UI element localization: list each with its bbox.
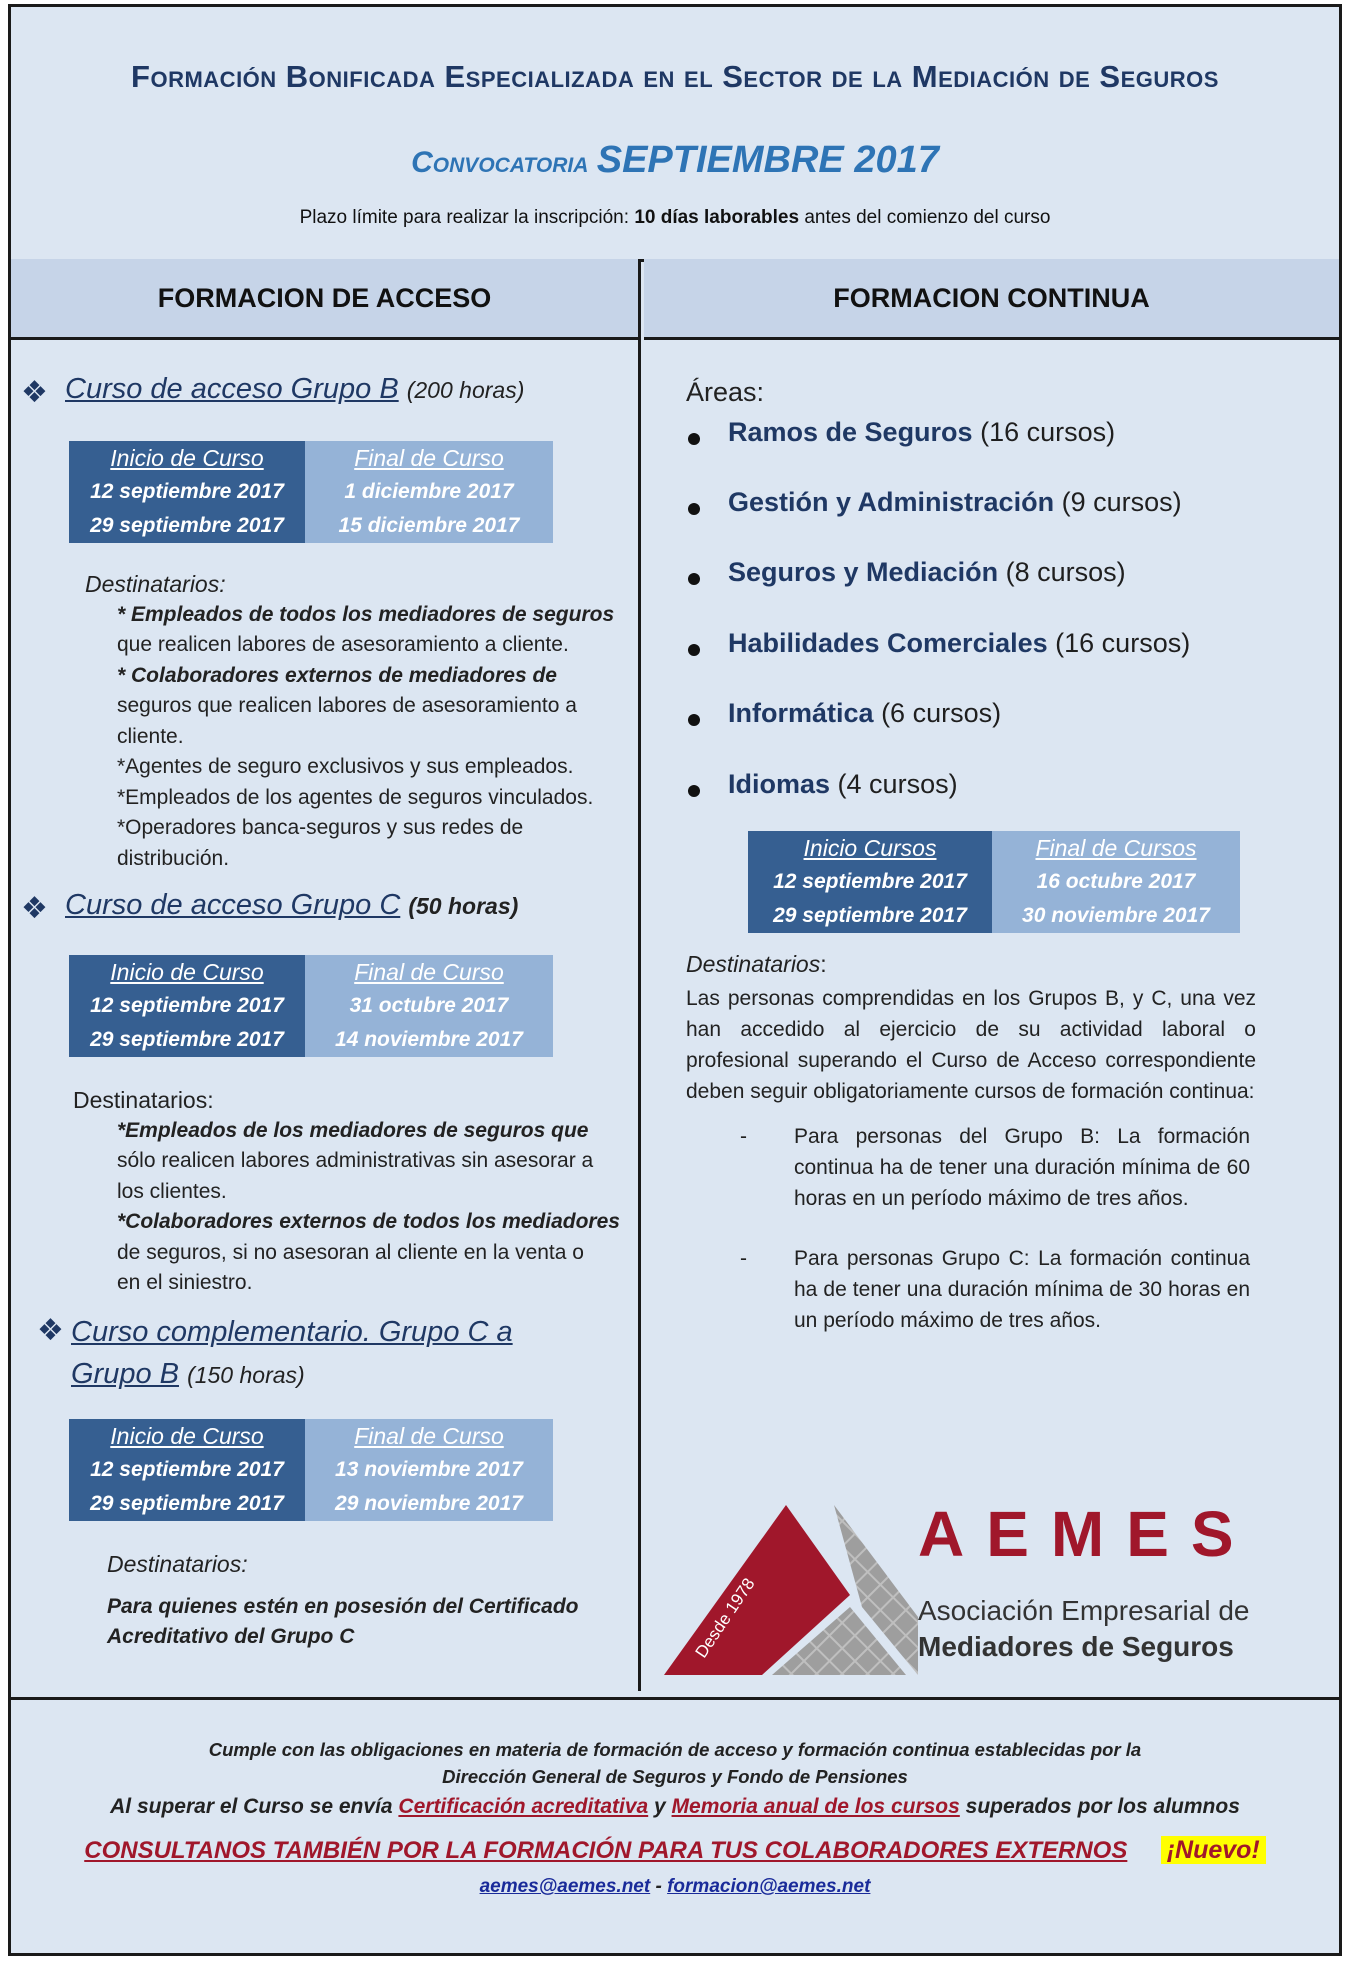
start-date: 12 septiembre 2017: [69, 1453, 305, 1487]
recipient-line: Acreditativo del Grupo C: [107, 1625, 355, 1648]
annual-report-link[interactable]: Memoria anual de los cursos: [671, 1795, 960, 1818]
course-comp-recipients: [107, 1549, 578, 1653]
area-count: (9 cursos): [1061, 487, 1182, 517]
course-c-hours: (50 horas): [408, 893, 519, 919]
bullet-icon: [688, 433, 700, 445]
area-item: [728, 628, 1190, 659]
start-date: 29 septiembre 2017: [69, 1023, 305, 1057]
course-b-name[interactable]: Curso de acceso Grupo B: [65, 373, 399, 405]
conv-date: SEPTIEMBRE 2017: [596, 139, 939, 181]
course-c-name[interactable]: Curso de acceso Grupo C: [65, 889, 401, 921]
start-header: Inicio de Curso: [69, 441, 305, 475]
area-item: [728, 417, 1115, 448]
start-date: 29 septiembre 2017: [748, 899, 992, 933]
end-date: 14 noviembre 2017: [305, 1023, 553, 1057]
course-c-recipients: [73, 1085, 620, 1299]
area-item: [728, 487, 1182, 518]
aemes-triangle-icon: [664, 1497, 924, 1677]
area-count: (6 cursos): [881, 698, 1002, 728]
course-b-recipients: [85, 569, 614, 874]
diamond-bullet-icon: ❖: [37, 1314, 64, 1347]
area-name: Idiomas: [728, 769, 831, 799]
requirement-group-c: Para personas Grupo C: La formación continua ha de tener una duración mínima de 30 horas en un período máximo de tres años.: [794, 1247, 1250, 1332]
end-date: 15 diciembre 2017: [305, 509, 553, 543]
aemes-logo: [664, 1497, 1348, 1687]
recipient-line: *Empleados de los agentes de seguros vinculados.: [117, 785, 594, 809]
end-header: Final de Curso: [305, 955, 553, 989]
deadline-note: [11, 207, 1339, 229]
recipient-line: *Agentes de seguro exclusivos y sus empleados.: [117, 755, 574, 778]
certificate-note: [11, 1795, 1339, 1819]
continuous-recipients-label: Destinatarios:: [686, 951, 827, 977]
bullet-icon: [688, 785, 700, 797]
end-header: Final de Cursos: [992, 831, 1240, 865]
continuous-column: [644, 259, 1339, 1691]
recipients-label: Destinatarios:: [85, 571, 226, 597]
continuous-heading: FORMACION CONTINUA: [644, 259, 1339, 340]
requirement-group-b: Para personas del Grupo B: La formación continua ha de tener una duración mínima de 60 horas en un período máximo de tres años.: [794, 1125, 1250, 1210]
start-date: 12 septiembre 2017: [748, 865, 992, 899]
area-item: [728, 769, 958, 800]
area-name: Informática: [728, 698, 874, 728]
area-item: [728, 698, 1001, 729]
area-name: Gestión y Administración: [728, 487, 1055, 517]
start-date: 12 septiembre 2017: [69, 989, 305, 1023]
course-b-dates: [69, 441, 553, 543]
aemes-line2: Mediadores de Seguros: [918, 1631, 1234, 1662]
recipient-line: que realicen labores de asesoramiento a cliente.: [117, 633, 569, 656]
recipients-label: Destinatarios:: [73, 1087, 214, 1113]
recipient-line: *Colaboradores externos de todos los mediadores: [117, 1210, 620, 1233]
recipients-label: Destinatarios: [686, 951, 821, 977]
areas-label: Áreas:: [686, 377, 765, 407]
end-header: Final de Curso: [305, 1419, 553, 1453]
recipient-line: sólo realicen labores administrativas sin asesorar a: [117, 1149, 594, 1172]
dash-icon: -: [740, 1125, 747, 1148]
recipient-line: * Empleados de todos los mediadores de seguros: [117, 602, 615, 626]
consult-note: [11, 1836, 1339, 1865]
flyer: [8, 4, 1342, 1956]
course-c-dates: [69, 955, 553, 1057]
certification-link[interactable]: Certificación acreditativa: [398, 1795, 649, 1818]
area-name: Ramos de Seguros: [728, 417, 973, 447]
course-b-hours: (200 horas): [406, 377, 525, 403]
start-date: 12 septiembre 2017: [69, 475, 305, 509]
start-header: Inicio Cursos: [748, 831, 992, 865]
recipients-label: Destinatarios:: [107, 1551, 248, 1577]
continuous-recipients-text: Las personas comprendidas en los Grupos B, y C, una vez han accedido al ejercicio de su actividad laboral o profesional superando el Curso de Acceso correspondiente deben seguir obligatoriamente cursos de formación continua:: [686, 987, 1256, 1103]
recipient-line: seguros que realicen labores de asesoramiento a: [117, 694, 577, 717]
cert-pre: Al superar el Curso se envía: [110, 1795, 399, 1818]
area-count: (8 cursos): [1005, 557, 1126, 587]
recipient-line: cliente.: [117, 724, 184, 748]
header: [11, 7, 1339, 262]
dash-icon: -: [740, 1247, 747, 1270]
end-date: 13 noviembre 2017: [305, 1453, 553, 1487]
convocatoria: [11, 139, 1339, 182]
course-comp-name-line2[interactable]: Grupo B: [71, 1358, 179, 1390]
course-comp-title[interactable]: [71, 1311, 513, 1396]
email-link-aemes[interactable]: aemes@aemes.net: [479, 1876, 651, 1897]
end-date: 29 noviembre 2017: [305, 1487, 553, 1521]
area-count: (4 cursos): [837, 769, 958, 799]
recipient-line: * Colaboradores externos de mediadores de: [117, 663, 557, 687]
recipient-line: de seguros, si no asesoran al cliente en la venta o: [117, 1240, 584, 1264]
deadline-pre: Plazo límite para realizar la inscripción:: [299, 207, 635, 228]
compliance-note: [11, 1736, 1339, 1790]
email-separator: -: [650, 1876, 668, 1897]
aemes-line1: Asociación Empresarial de: [918, 1595, 1250, 1626]
end-date: 31 octubre 2017: [305, 989, 553, 1023]
deadline-post: antes del comienzo del curso: [799, 207, 1051, 228]
course-comp-hours: (150 horas): [187, 1362, 305, 1388]
aemes-brand: AEMES: [918, 1498, 1256, 1570]
recipient-line: Para quienes estén en posesión del Certificado: [107, 1594, 579, 1618]
cert-mid: y: [648, 1795, 672, 1818]
end-header: Final de Curso: [305, 441, 553, 475]
start-header: Inicio de Curso: [69, 955, 305, 989]
area-item: [728, 557, 1126, 588]
conv-label: Convocatoria: [411, 146, 589, 179]
bullet-icon: [688, 714, 700, 726]
course-comp-name-line1[interactable]: Curso complementario. Grupo C a: [71, 1316, 513, 1348]
diamond-bullet-icon: ❖: [21, 892, 48, 925]
course-comp-dates: [69, 1419, 553, 1521]
contact-emails: [11, 1876, 1339, 1898]
bullet-icon: [688, 503, 700, 515]
recipient-line: distribución.: [117, 846, 230, 870]
recipient-line: *Operadores banca-seguros y sus redes de: [117, 816, 524, 839]
course-b-title[interactable]: [65, 373, 524, 406]
compliance-line1: Cumple con las obligaciones en materia de formación de acceso y formación continua establecidas por la: [208, 1739, 1142, 1760]
bullet-icon: [688, 573, 700, 585]
end-date: 30 noviembre 2017: [992, 899, 1240, 933]
consult-link[interactable]: CONSULTANOS TAMBIÉN POR LA FORMACIÓN PARA TUS COLABORADORES EXTERNOS: [84, 1837, 1128, 1864]
area-name: Habilidades Comerciales: [728, 628, 1048, 658]
bullet-icon: [688, 644, 700, 656]
recipient-line: en el siniestro.: [117, 1271, 253, 1294]
area-count: (16 cursos): [980, 417, 1116, 447]
page-title: Formación Bonificada Especializada en el Sector de la Mediación de Seguros: [131, 59, 1219, 94]
start-date: 29 septiembre 2017: [69, 509, 305, 543]
cert-post: superados por los alumnos: [959, 1795, 1240, 1818]
area-count: (16 cursos): [1055, 628, 1191, 658]
diamond-bullet-icon: ❖: [21, 376, 48, 409]
footer: [11, 1697, 1339, 1956]
area-name: Seguros y Mediación: [728, 557, 999, 587]
continuous-dates: [748, 831, 1240, 933]
start-date: 29 septiembre 2017: [69, 1487, 305, 1521]
access-heading: FORMACION DE ACCESO: [11, 259, 638, 340]
course-c-title[interactable]: [65, 889, 518, 922]
end-date: 16 octubre 2017: [992, 865, 1240, 899]
new-badge: ¡Nuevo!: [1161, 1836, 1266, 1864]
email-link-formacion[interactable]: formacion@aemes.net: [667, 1876, 871, 1897]
end-date: 1 diciembre 2017: [305, 475, 553, 509]
recipient-line: *Empleados de los mediadores de seguros que: [117, 1118, 589, 1142]
compliance-line2: Dirección General de Seguros y Fondo de Pensiones: [442, 1766, 908, 1787]
recipient-line: los clientes.: [117, 1179, 227, 1203]
access-column: [11, 259, 641, 1691]
start-header: Inicio de Curso: [69, 1419, 305, 1453]
since-label: Desde 1978: [691, 1574, 759, 1662]
deadline-days: 10 días laborables: [634, 207, 800, 228]
